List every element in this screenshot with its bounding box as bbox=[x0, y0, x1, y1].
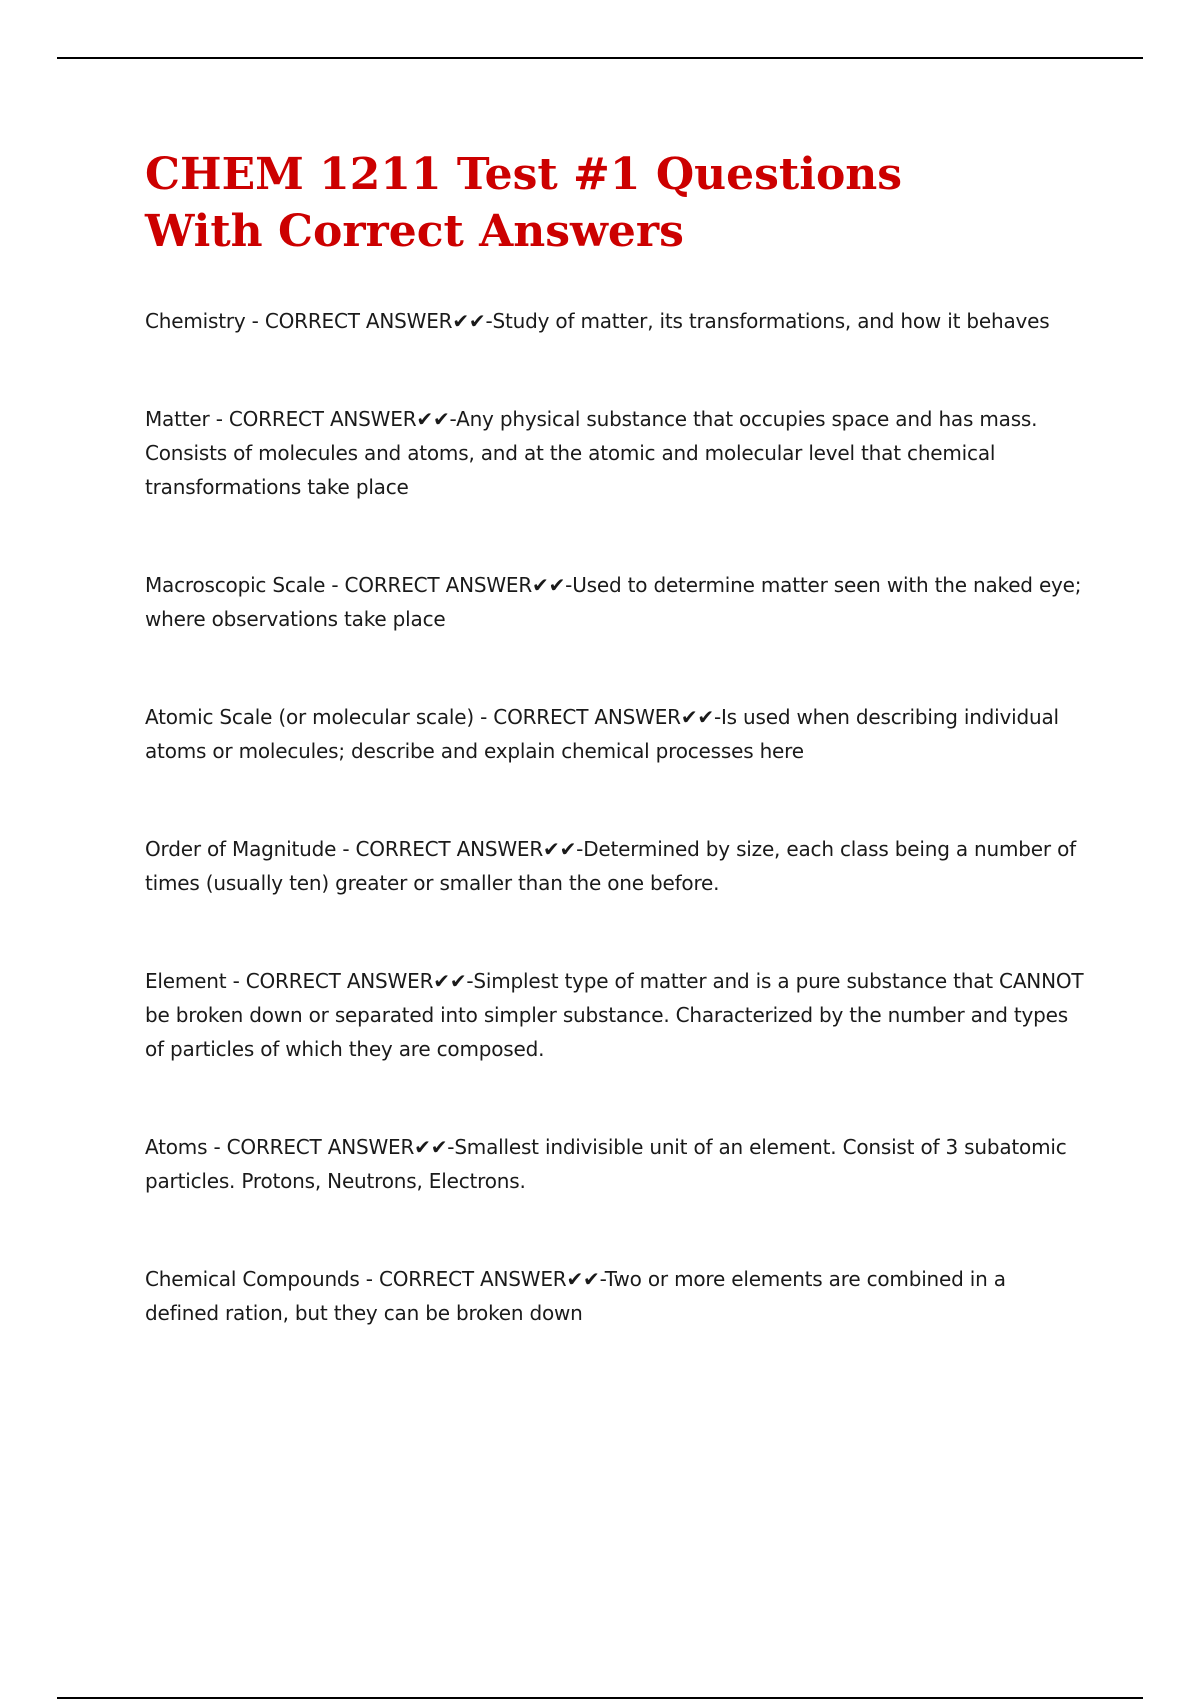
qa-entry bbox=[145, 700, 1085, 768]
qa-entry bbox=[145, 964, 1085, 1066]
qa-term: Macroscopic Scale bbox=[145, 573, 326, 597]
qa-separator: - CORRECT ANSWER✔✔- bbox=[325, 573, 573, 597]
qa-term: Element bbox=[145, 969, 227, 993]
qa-term: Atomic Scale (or molecular scale) bbox=[145, 705, 474, 729]
qa-separator: - CORRECT ANSWER✔✔- bbox=[359, 1267, 605, 1291]
qa-term: Order of Magnitude bbox=[145, 837, 337, 861]
qa-separator: - CORRECT ANSWER✔✔- bbox=[209, 407, 457, 431]
qa-separator: - CORRECT ANSWER✔✔- bbox=[245, 309, 493, 333]
qa-answer: Used to determine matter seen with the naked eye; where observations take place bbox=[145, 573, 1082, 631]
qa-term: Chemical Compounds bbox=[145, 1267, 360, 1291]
qa-entry bbox=[145, 832, 1085, 900]
qa-term: Atoms bbox=[145, 1135, 208, 1159]
qa-entry bbox=[145, 402, 1085, 504]
qa-term: Matter bbox=[145, 407, 210, 431]
document-title: CHEM 1211 Test #1 Questions With Correct Answers bbox=[145, 149, 903, 257]
bottom-rule bbox=[57, 1697, 1143, 1699]
qa-separator: - CORRECT ANSWER✔✔- bbox=[207, 1135, 455, 1159]
qa-entry bbox=[145, 568, 1085, 636]
qa-term: Chemistry bbox=[145, 309, 246, 333]
qa-separator: - CORRECT ANSWER✔✔- bbox=[226, 969, 474, 993]
qa-separator: - CORRECT ANSWER✔✔- bbox=[336, 837, 584, 861]
qa-answer: Any physical substance that occupies space and has mass. Consists of molecules and atoms, and at the atomic and molecular level that chemical transformations take place bbox=[145, 407, 1038, 499]
qa-answer: Simplest type of matter and is a pure substance that CANNOT be broken down or separated into simpler substance. Characterized by the number and types of particles of which they are composed. bbox=[145, 969, 1084, 1061]
qa-answer: Two or more elements are combined in a defined ration, but they can be broken down bbox=[145, 1267, 1006, 1325]
qa-separator: - CORRECT ANSWER✔✔- bbox=[473, 705, 721, 729]
qa-answer: Smallest indivisible unit of an element. Consist of 3 subatomic particles. Protons, Neutrons, Electrons. bbox=[145, 1135, 1067, 1193]
qa-entry bbox=[145, 1130, 1085, 1198]
top-rule bbox=[57, 57, 1143, 59]
qa-entry bbox=[145, 1262, 1085, 1330]
qa-answer: Is used when describing individual atoms or molecules; describe and explain chemical processes here bbox=[145, 705, 1059, 763]
qa-entry bbox=[145, 304, 1085, 338]
qa-answer: Determined by size, each class being a number of times (usually ten) greater or smaller than the one before. bbox=[145, 837, 1076, 895]
qa-list bbox=[145, 304, 1085, 1394]
qa-answer: Study of matter, its transformations, and how it behaves bbox=[492, 309, 1050, 333]
